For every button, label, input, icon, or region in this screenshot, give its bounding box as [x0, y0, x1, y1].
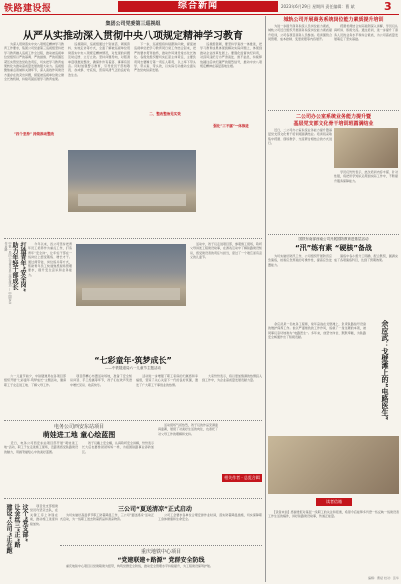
lead-subhead-2: 二、整改整治见实效	[149, 112, 181, 116]
right-lower-col-1: 为切实做好防汛工作，公司组织开展防汛应急演练，检验应急预案的可操作性，提高应急处置能力。	[268, 254, 332, 267]
middle-headline: “七彩童年·筑梦成长”	[94, 356, 172, 365]
right-lower-headline: “汛”练有素 “硬核”备战	[295, 244, 372, 252]
reader-mailbox-label: 读者信箱	[316, 498, 352, 506]
masthead-rule	[2, 14, 399, 15]
page-footer: 编辑：曹斌 校对：张华	[368, 576, 399, 580]
right-lower-col-2: 演练中各小组分工明确、配合默契，圆满完成了各项演练科目，达到了预期效果。	[334, 254, 398, 263]
page-number: 3	[384, 0, 392, 13]
lead-column-1: 为深入贯彻落实中央八项规定精神学习教育工作要求，集团公司党委第三巡视组坚持把学习教育融入巡视工作全过程，推动被巡视单位党组织以严的基调、严的措施、严的氛围压紧压实管党治党政治责任，切实把学习教育成果转化为推动高质量发展的强大动力。巡视组聚焦重点领域和关键环节，深入查找作风建设方面存在的突出问题，督促被巡视单位建立健全长效机制，持续巩固拓展学习教育成果。	[4, 42, 64, 82]
bottom-kicker: 重庆地铁中心项目	[140, 549, 181, 555]
right-mid-col-2: 学员们纷纷表示，此次培训内容丰富、针对性强，将把所学知识运用到实际工作中，不断提升服务保障能力。	[334, 170, 398, 183]
lead-column-4: 巡视组强调，要坚持学查改一体推进，把学习教育成果体现到解决实际问题上，体现到推动企业改革发展上。要强化监督执纪问责，对顶风违纪行为严肃查处、绝不姑息，持续释放越往后执纪越严的强烈信号，推动中央八项规定精神在基层落地生根。	[200, 42, 262, 69]
right-top-col-2: 授课老师结合实际案例深入讲解，学员们认真听讲、积极交流。通过培训，进一步提升了商务人员的业务水平和综合素质，为公司高质量发展奠定了坚实基础。	[334, 24, 398, 42]
lead-column-3: 下一步，巡视组将持续跟踪问效，督促被巡视单位把学习教育同日常工作结合起来，把严的要求贯穿始终，推动作风建设常态化长效化。各级党组织要切实扛起主体责任，主要负责同志要履行第一责任人职责，以上率下带头学、带头查、带头改，以实际行动推动全面从严治党向纵深发展。	[134, 42, 196, 73]
right-lower-kicker: 国铁东南部西南公司开展国防教育进基层活动	[298, 237, 369, 241]
reader-mailbox-body: 【读者来信】感谢贵报对基层一线职工的关注和报道，希望今后能够多刊登一些反映一线建设者工作生活的稿件，讲好铁路建设故事，传递正能量。	[268, 510, 399, 519]
summer-col-2: 公司工会要求各单位合理安排作业时间，落实防暑降温措施，切实保障职工身体健康和生命安全。	[158, 513, 262, 522]
bottom-vertical-body: 项目党支部组建党员攻坚突击队，在关键工序上冲锋在前，推动施工进度持续加快。	[30, 504, 58, 526]
lower-col-2: 孩子们戴上安全帽，认真聆听安全讲解，纷纷表示长大后也要像爸爸妈妈一样，为祖国铁路事业添砖加瓦。	[82, 441, 154, 454]
paper-name: 铁路建设报	[4, 4, 52, 14]
lead-kicker: 集团公司党委第三巡视组	[105, 21, 161, 27]
summer-col-1: 为切实做好高温季节职工防暑降温工作，三公司“夏送清凉”活动正式启动，为一线职工送去防暑药品和清凉物资。	[60, 513, 154, 522]
lead-subhead-1: “四个坚持” 持续推动整改	[13, 132, 55, 136]
lower-divider	[4, 498, 262, 499]
middle-col-2: 项目部精心布置活动场地，准备了安全知识问答、手工绘画等环节，孩子们在欢声笑语中增长见识、收获快乐。	[70, 374, 132, 387]
summer-headline: 三公司“夏送清凉”正式启动	[118, 506, 192, 513]
photo-children	[82, 288, 180, 300]
lower-headline: 萌娃进工地 童心绘蓝图	[42, 431, 116, 439]
vertical-story-body: 今年以来，四公司坚持把青年员工培养作为重点工作，打造青年“安全岗”，让年轻干部在一线岗位上经受锻炼、增长才干。通过师带徒、岗位练兵等方式，帮助青年员工快速熟悉现场管理要求，提升安全意识和业务能力。	[28, 242, 72, 277]
date-line: 2023年6月29日 星期四 责任编辑：曹 斌	[281, 4, 355, 9]
bottom-vertical-2: 让金丝三“正”路	[13, 504, 20, 548]
lower-col-3: 活动现场气氛热烈，孩子们的作品充满童真童趣，展现了对美好生活的向往，也寄托了对父母工作的理解和支持。	[158, 423, 218, 436]
right-top-headline: 城轨公司开展商务系统岗位能力素质提升培训	[283, 17, 384, 23]
bottom-headline: “党建联建+路源” 党群安全防线	[117, 557, 205, 564]
middle-divider	[4, 420, 262, 421]
right-divider-2	[268, 234, 399, 235]
right-top-col-1: 为进一步提升商务系统人员岗位能力素质，城轨公司近日组织开展商务系统岗位能力素质提升培训，公司各项目商务人员参加。培训围绕合同管理、成本控制、变更索赔等内容展开。	[268, 24, 332, 42]
middle-col-3: 活动进一步增强了职工家庭的归属感和幸福感，营造了关心关爱下一代的良好氛围，激发了广大职工干事创业的热情。	[136, 374, 198, 387]
middle-right-body: 活动中，孩子们走进项目部，参观施工现场，聆听父母讲述工程建设故事，在游戏互动中了解铁路建设知识，感受建设者的责任与担当，度过了一个难忘而有意义的儿童节。	[190, 242, 262, 260]
masthead	[0, 0, 401, 14]
right-divider-1	[268, 110, 399, 111]
lead-photo	[68, 150, 196, 212]
vertical-headline-1: 打造青年“安全岗”	[19, 242, 26, 292]
right-lower-long-body: 余应武是一名电务工程师，常年奋战在戈壁滩上，负责铁路信号设备的维护保养工作。他以严谨细致的工作作风，练就了一身过硬的本领，被同事们亲切地称为“电路医生”。多年来，他坚守岗位、默默奉献，为铁路安全畅通作出了积极贡献。	[268, 322, 366, 340]
right-mid-headline-2: 基层党支部文化骨干培训班圆满结业	[293, 121, 374, 127]
lead-column-2: 巡视期间，巡视组通过个别谈话、调阅资料、实地走访等方式，全面了解被巡视单位贯彻落实中央八项规定精神情况，对发现的问题及时反馈、立行立改。坚持问题导向，对照清单逐项推进整改，确保件件有着落、事事有回音。同时加强警示教育，引导党员干部知敬畏、存戒惧、守底线，营造风清气正的良好政治生态。	[68, 42, 130, 77]
bottom-divider	[60, 545, 262, 546]
middle-col-1: 六一儿童节前夕，中铁隧道局在各项目部组织开展“七彩童年·筑梦成长”主题活动，邀请职工子女走进工地、了解父母工作。	[4, 374, 66, 387]
vertical-caption: 中铁一局四公司青年员工岗位建功 — 中国安全作业路	[4, 242, 12, 304]
right-lower-photo	[268, 436, 399, 494]
middle-subtitle: ——中铁隧道局六一儿童节主题活动	[105, 366, 161, 370]
vertical-headline-2: 助力年轻干部成长	[11, 242, 18, 290]
lower-col-1: 近日，电务公司西安东站项目部开展“萌娃进工地”活动，职工子女走进施工现场，近距离感受铁路建设的魅力，用画笔描绘心中的美好蓝图。	[4, 441, 78, 454]
middle-photo	[76, 244, 186, 306]
lower-kicker: 电务公司西安东站项目	[53, 424, 104, 430]
photo-group	[78, 194, 186, 206]
related-box: 相关作者 · 总览合辑	[222, 474, 262, 482]
lead-headline: 从严从实推动深入贯彻中央八项规定精神学习教育	[23, 31, 243, 42]
right-column-divider	[265, 16, 266, 582]
right-mid-headline-1: 二公司办公室系统业务能力提升暨	[295, 114, 371, 120]
bottom-body: 重庆地铁中心项目以党建联建为纽带，构筑党群安全防线，推动安全管理水平持续提升，为工程建设保驾护航。	[60, 564, 214, 568]
middle-col-4: 大家纷纷表示，将以更加饱满的热情投入到工作中，为企业高质量发展贡献力量。	[202, 374, 262, 383]
right-mid-col-1: 近日，二公司办公室系统业务能力提升暨基层党支部文化骨干培训班圆满结业。培训班采取集中授课、现场教学、交流研讨相结合的方式进行。	[268, 128, 332, 146]
lead-divider	[4, 238, 262, 239]
section-title: 综合新闻	[177, 1, 218, 11]
bottom-vertical-1: 这个“党支部”	[21, 504, 28, 542]
right-mid-photo	[334, 128, 398, 168]
bottom-vertical-3: 建设“公司”正在跑	[5, 504, 12, 554]
lead-subhead-3: 强化“三不腐”一体推进	[213, 124, 249, 128]
right-vertical-headline: 余应武：戈壁滩上的“电路医生”	[381, 320, 389, 421]
